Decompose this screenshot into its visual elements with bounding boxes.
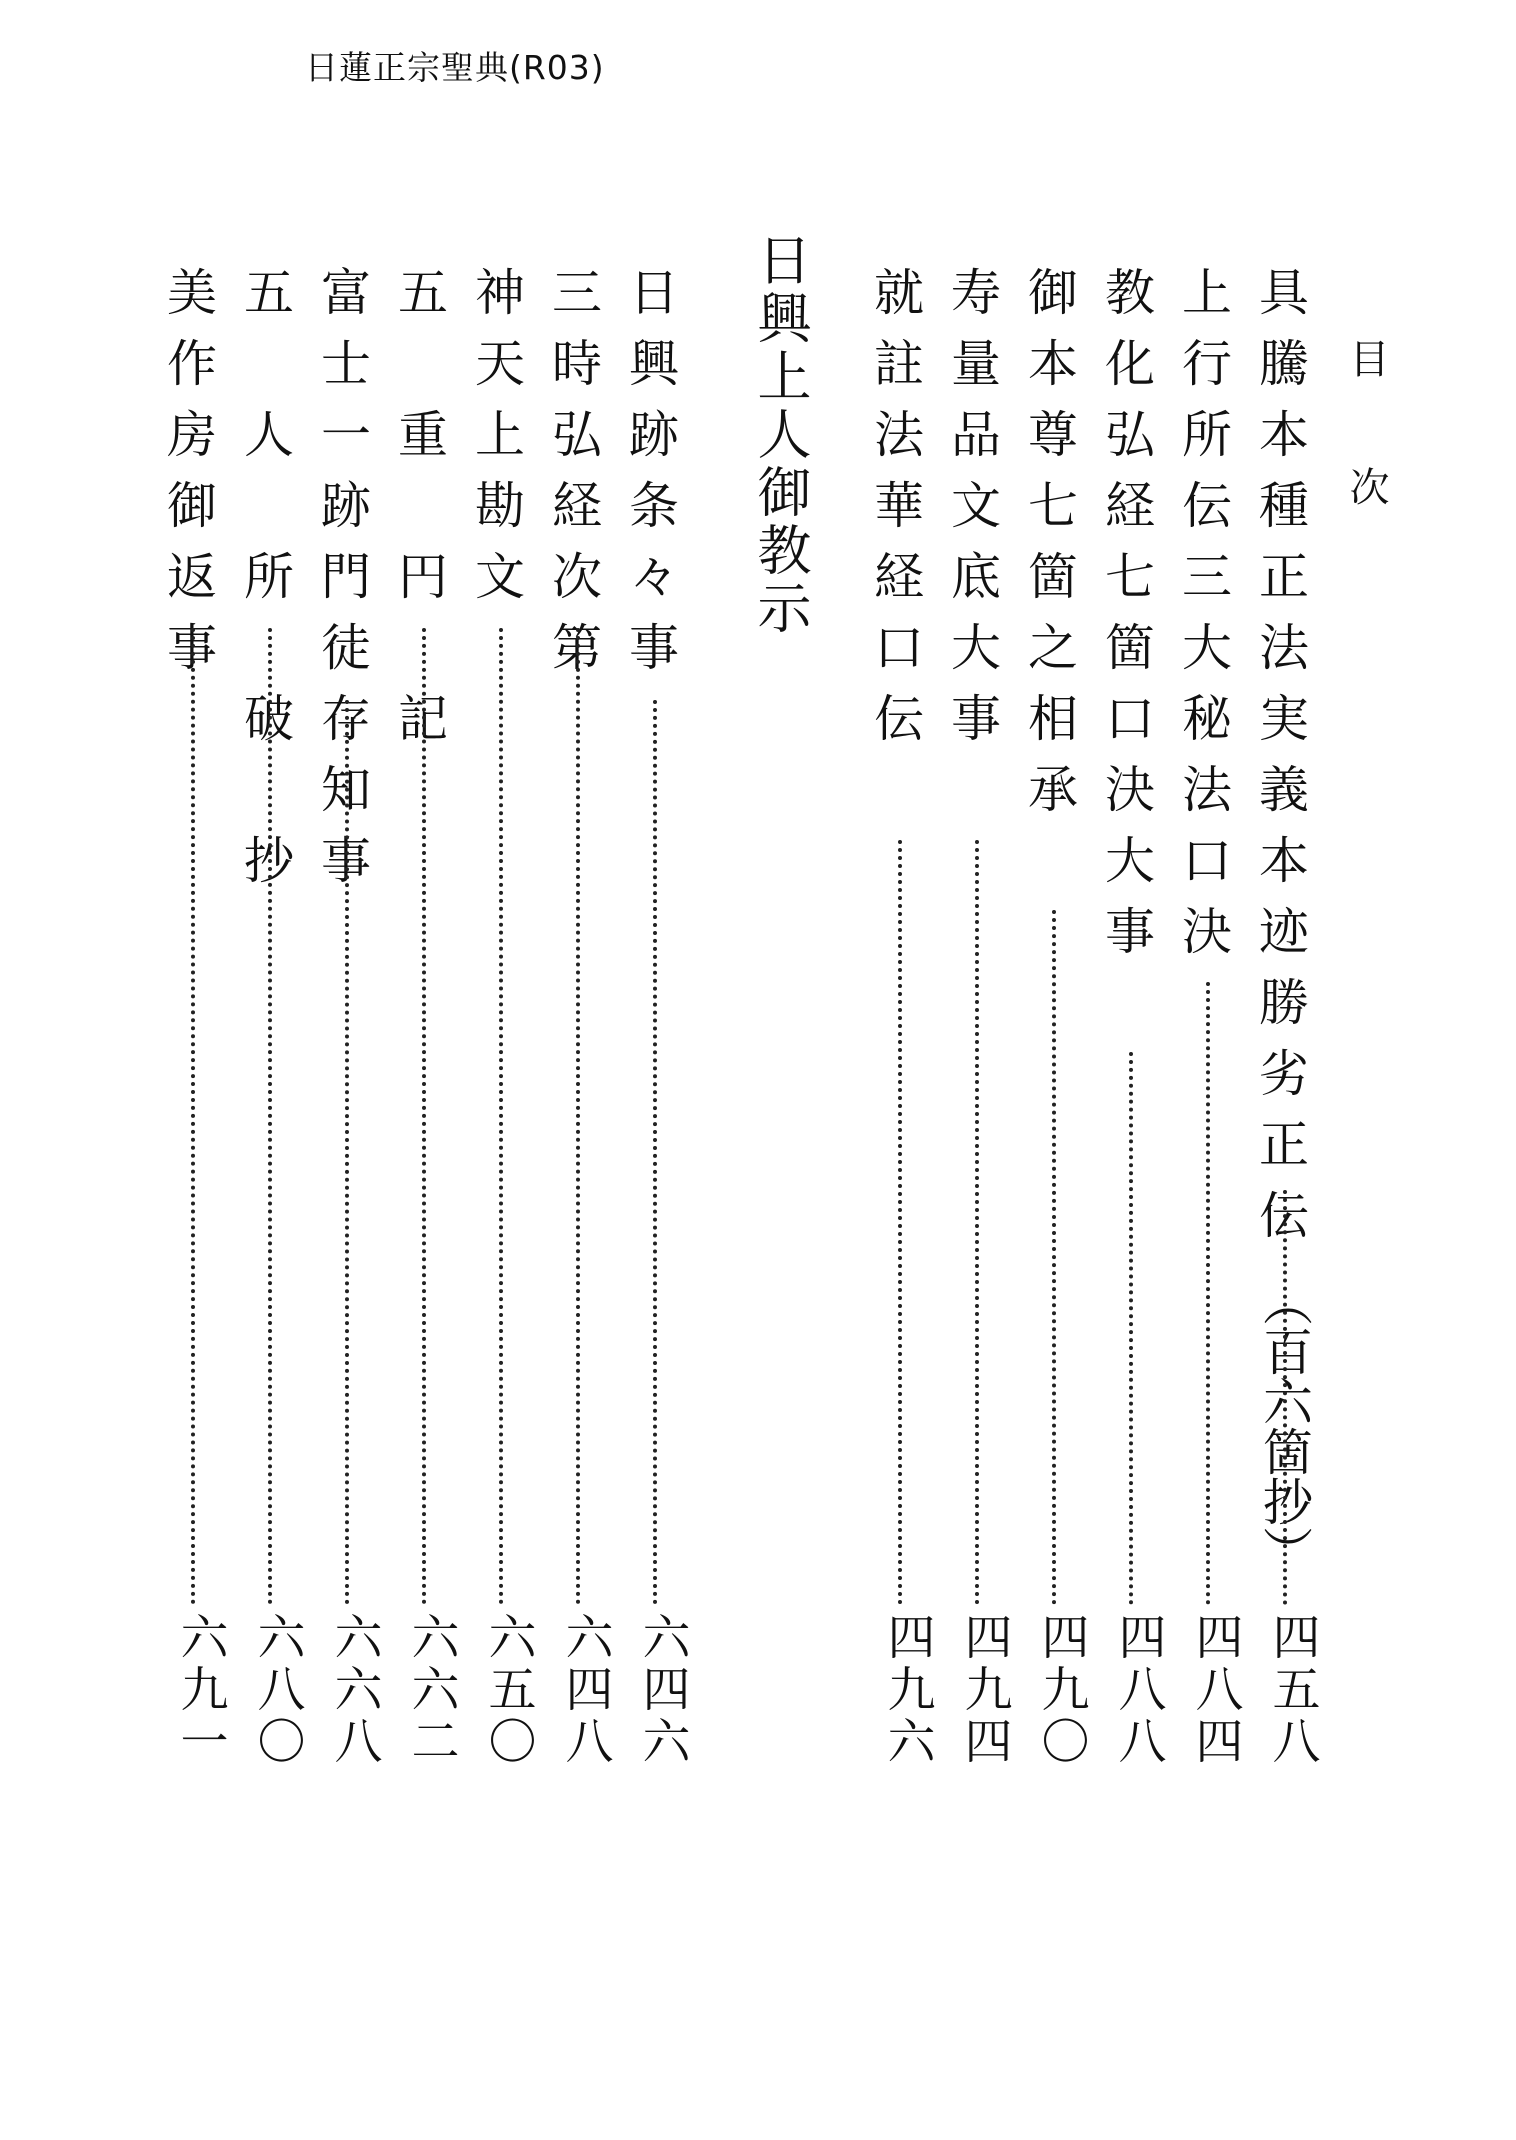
dot-leader [1052, 910, 1056, 1605]
toc-entry-page: 四九四 [956, 1612, 1012, 1768]
toc-entry-page: 六四六 [634, 1612, 690, 1768]
toc-entry-title[interactable] [465, 264, 535, 623]
toc-entry-page: 六四八 [557, 1612, 613, 1768]
toc-entry-title-text: 上 行 所 伝 三 大 秘 法 口 決 [1182, 264, 1232, 961]
toc-entry-title-text: 寿 量 品 文 底 大 事 [951, 264, 1001, 748]
toc-entry-title[interactable] [1095, 264, 1165, 978]
dot-leader [898, 840, 902, 1605]
toc-entry-title-text: 具 騰 本 種 正 法 実 義 本 迹 勝 劣 正 伝 [1259, 264, 1309, 1245]
dot-leader [499, 628, 503, 1605]
toc-entry-title-text: 美 作 房 御 返 事 [167, 264, 217, 677]
toc-entry-page: 四五八 [1264, 1612, 1320, 1768]
toc-entry-title-text: 三 時 弘 経 次 第 [552, 264, 602, 677]
section-heading: 日興上人御教示 [749, 232, 812, 638]
toc-entry-page: 四八八 [1110, 1612, 1166, 1768]
toc-entry-page: 六九一 [172, 1612, 228, 1768]
toc-entry-title-text: 神 天 上 勘 文 [475, 264, 525, 606]
dot-leader [268, 628, 272, 1605]
dot-leader [653, 700, 657, 1605]
toc-entry-page: 六六二 [403, 1612, 459, 1768]
toc-entry-title[interactable] [619, 264, 689, 694]
toc-entry-title-text: 五 重 円 記 [398, 264, 448, 748]
toc-entry-page: 六六八 [326, 1612, 382, 1768]
toc-entry-title[interactable] [1172, 264, 1242, 978]
dot-leader [345, 700, 349, 1605]
dot-leader [1206, 982, 1210, 1605]
dot-leader [191, 628, 195, 1605]
toc-entry-title-text: 就 註 法 華 経 口 伝 [874, 264, 924, 748]
dot-leader [1129, 1052, 1133, 1605]
toc-entry-page: 六五〇 [480, 1612, 536, 1768]
dot-leader [422, 628, 426, 1605]
toc-entry-page: 四九六 [879, 1612, 935, 1768]
contents-title: 目次 [1343, 338, 1389, 594]
toc-entry-title[interactable] [1018, 264, 1088, 836]
dot-leader [576, 628, 580, 1605]
toc-entry-page: 四八四 [1187, 1612, 1243, 1768]
toc-entry-title-text: 五 人 所 破 抄 [244, 264, 294, 890]
toc-entry-title[interactable] [864, 264, 934, 765]
toc-entry-note: ︵百六箇抄︶ [1255, 1276, 1313, 1576]
dot-leader [975, 840, 979, 1605]
toc-entry-title-text: 日 興 跡 条 々 事 [629, 264, 679, 677]
toc-entry-page: 六八〇 [249, 1612, 305, 1768]
dot-leader [1283, 1190, 1287, 1605]
toc-entry-page: 四九〇 [1033, 1612, 1089, 1768]
toc-entry-title-text: 御 本 尊 七 箇 之 相 承 [1028, 264, 1078, 819]
toc-entry-title[interactable] [941, 264, 1011, 765]
toc-entry-title-text: 教 化 弘 経 七 箇 口 決 大 事 [1105, 264, 1155, 961]
toc-entry-title-text: 富 士 一 跡 門 徒 存 知 事 [321, 264, 371, 890]
running-header: 日蓮正宗聖典(R03) [305, 48, 605, 87]
